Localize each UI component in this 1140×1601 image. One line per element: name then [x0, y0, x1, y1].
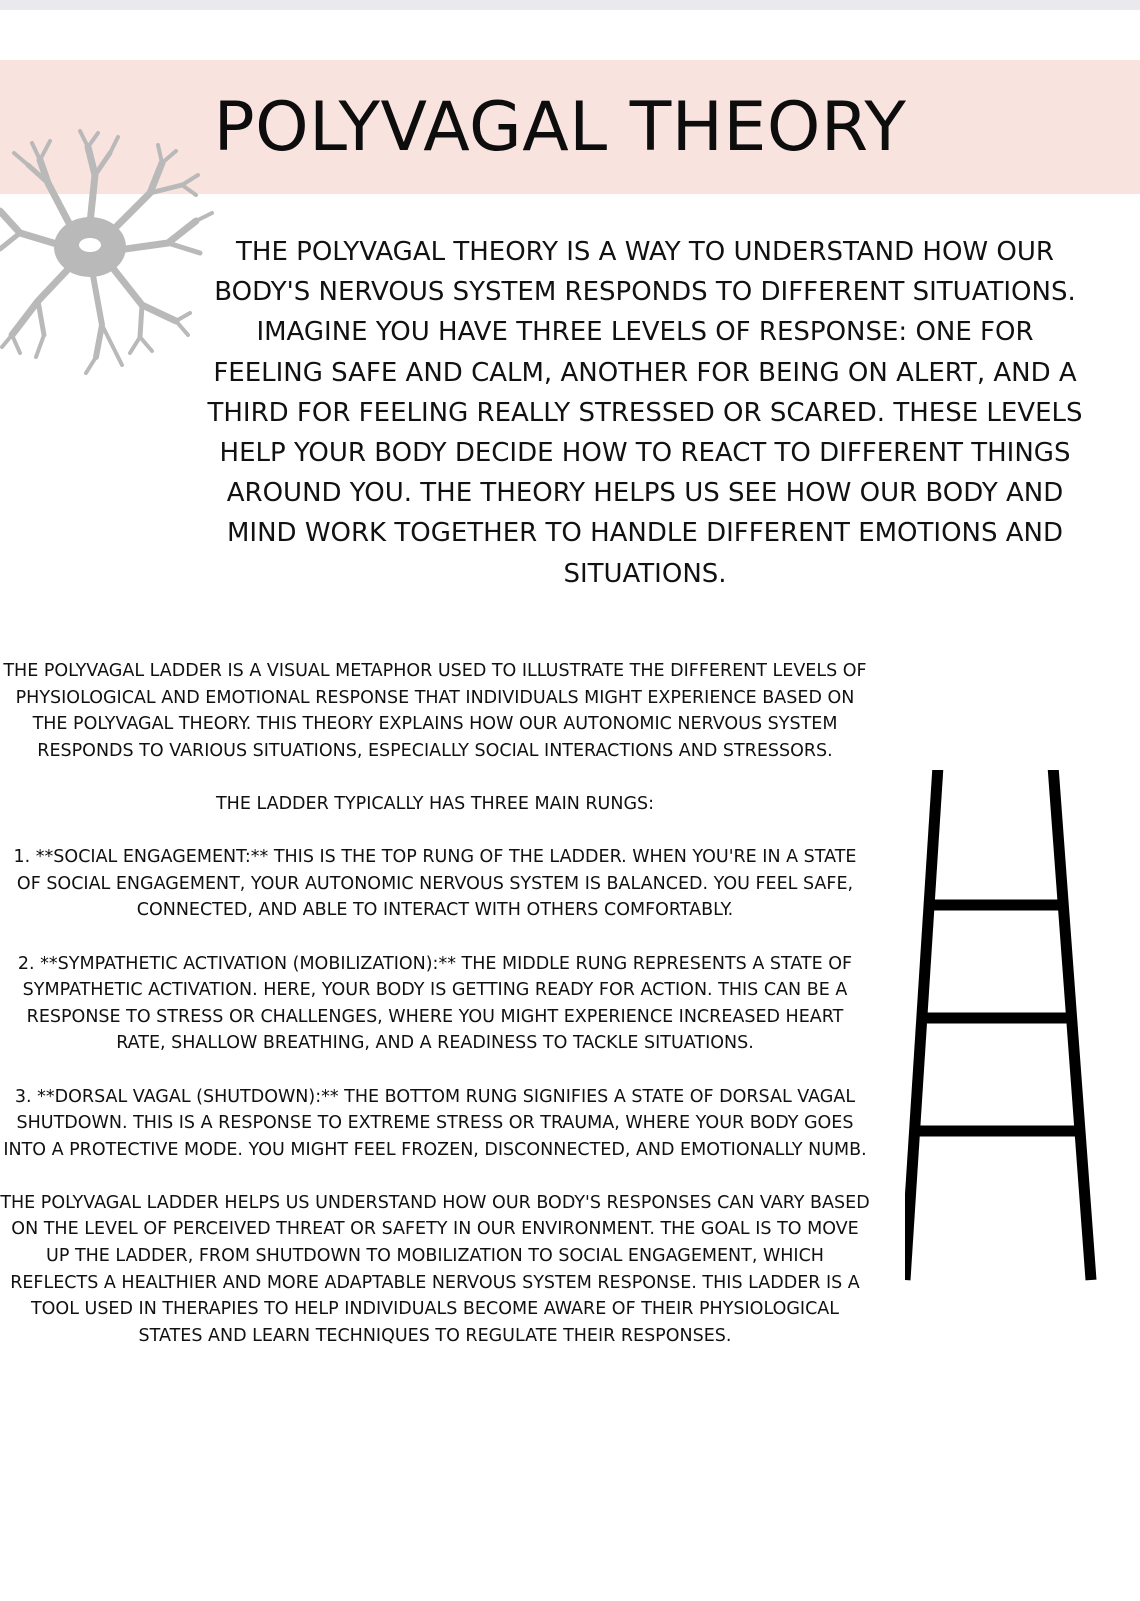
intro-paragraph: THE POLYVAGAL THEORY IS A WAY TO UNDERSTAND HOW OUR BODY'S NERVOUS SYSTEM RESPONDS TO DIFFERENT SITUATIONS. IMAGINE YOU HAVE THREE LEVELS OF RESPONSE: ONE FOR FEELING SAFE AND CALM, ANOTHER FOR BEING ON ALERT, AND A THIRD FOR FEELING REALLY STRESSED OR SCARED. THESE LEVELS HELP YOUR BODY DECIDE HOW TO REACT TO DIFFERENT THINGS AROUND YOU. THE THEORY HELPS US SEE HOW OUR BODY AND MIND WORK TOGETHER TO HANDLE DIFFERENT EMOTIONS AND SITUATIONS.: [207, 237, 1083, 589]
rung-item-sympathetic-activation: 2. **SYMPATHETIC ACTIVATION (MOBILIZATION):** THE MIDDLE RUNG REPRESENTS A STATE OF SYMPATHETIC ACTIVATION. HERE, YOUR BODY IS GETTING READY FOR ACTION. THIS CAN BE A RESPONSE TO STRESS OR CHALLENGES, WHERE YOU MIGHT EXPERIENCE INCREASED HEART RATE, SHALLOW BREATHING, AND A READINESS TO TACKLE SITUATIONS.: [17, 953, 853, 1054]
ladder-icon: [905, 770, 1120, 1290]
rung-item-dorsal-vagal: 3. **DORSAL VAGAL (SHUTDOWN):** THE BOTTOM RUNG SIGNIFIES A STATE OF DORSAL VAGAL SHUTDOWN. THIS IS A RESPONSE TO EXTREME STRESS OR TRAUMA, WHERE YOUR BODY GOES INTO A PROTECTIVE MODE. YOU MIGHT FEEL FROZEN, DISCONNECTED, AND EMOTIONALLY NUMB.: [3, 1086, 867, 1160]
top-strip: [0, 0, 1140, 10]
ladder-conclusion: THE POLYVAGAL LADDER HELPS US UNDERSTAND HOW OUR BODY'S RESPONSES CAN VARY BASED ON THE LEVEL OF PERCEIVED THREAT OR SAFETY IN OUR ENVIRONMENT. THE GOAL IS TO MOVE UP THE LADDER, FROM SHUTDOWN TO MOBILIZATION TO SOCIAL ENGAGEMENT, WHICH REFLECTS A HEALTHIER AND MORE ADAPTABLE NERVOUS SYSTEM RESPONSE. THIS LADDER IS A TOOL USED IN THERAPIES TO HELP INDIVIDUALS BECOME AWARE OF THEIR PHYSIOLOGICAL STATES AND LEARN TECHNIQUES TO REGULATE THEIR RESPONSES.: [0, 1192, 870, 1346]
page-title: POLYVAGAL THEORY: [213, 88, 907, 167]
rung-item-social-engagement: 1. **SOCIAL ENGAGEMENT:** THIS IS THE TOP RUNG OF THE LADDER. WHEN YOU'RE IN A STATE OF SOCIAL ENGAGEMENT, YOUR AUTONOMIC NERVOUS SYSTEM IS BALANCED. YOU FEEL SAFE, CONNECTED, AND ABLE TO INTERACT WITH OTHERS COMFORTABLY.: [13, 847, 857, 921]
rungs-intro: THE LADDER TYPICALLY HAS THREE MAIN RUNGS:: [215, 793, 655, 814]
ladder-section: [0, 658, 870, 1376]
ladder-description: THE POLYVAGAL LADDER IS A VISUAL METAPHOR USED TO ILLUSTRATE THE DIFFERENT LEVELS OF PHYSIOLOGICAL AND EMOTIONAL RESPONSE THAT INDIVIDUALS MIGHT EXPERIENCE BASED ON THE POLYVAGAL THEORY. THIS THEORY EXPLAINS HOW OUR AUTONOMIC NERVOUS SYSTEM RESPONDS TO VARIOUS SITUATIONS, ESPECIALLY SOCIAL INTERACTIONS AND STRESSORS.: [3, 661, 867, 761]
